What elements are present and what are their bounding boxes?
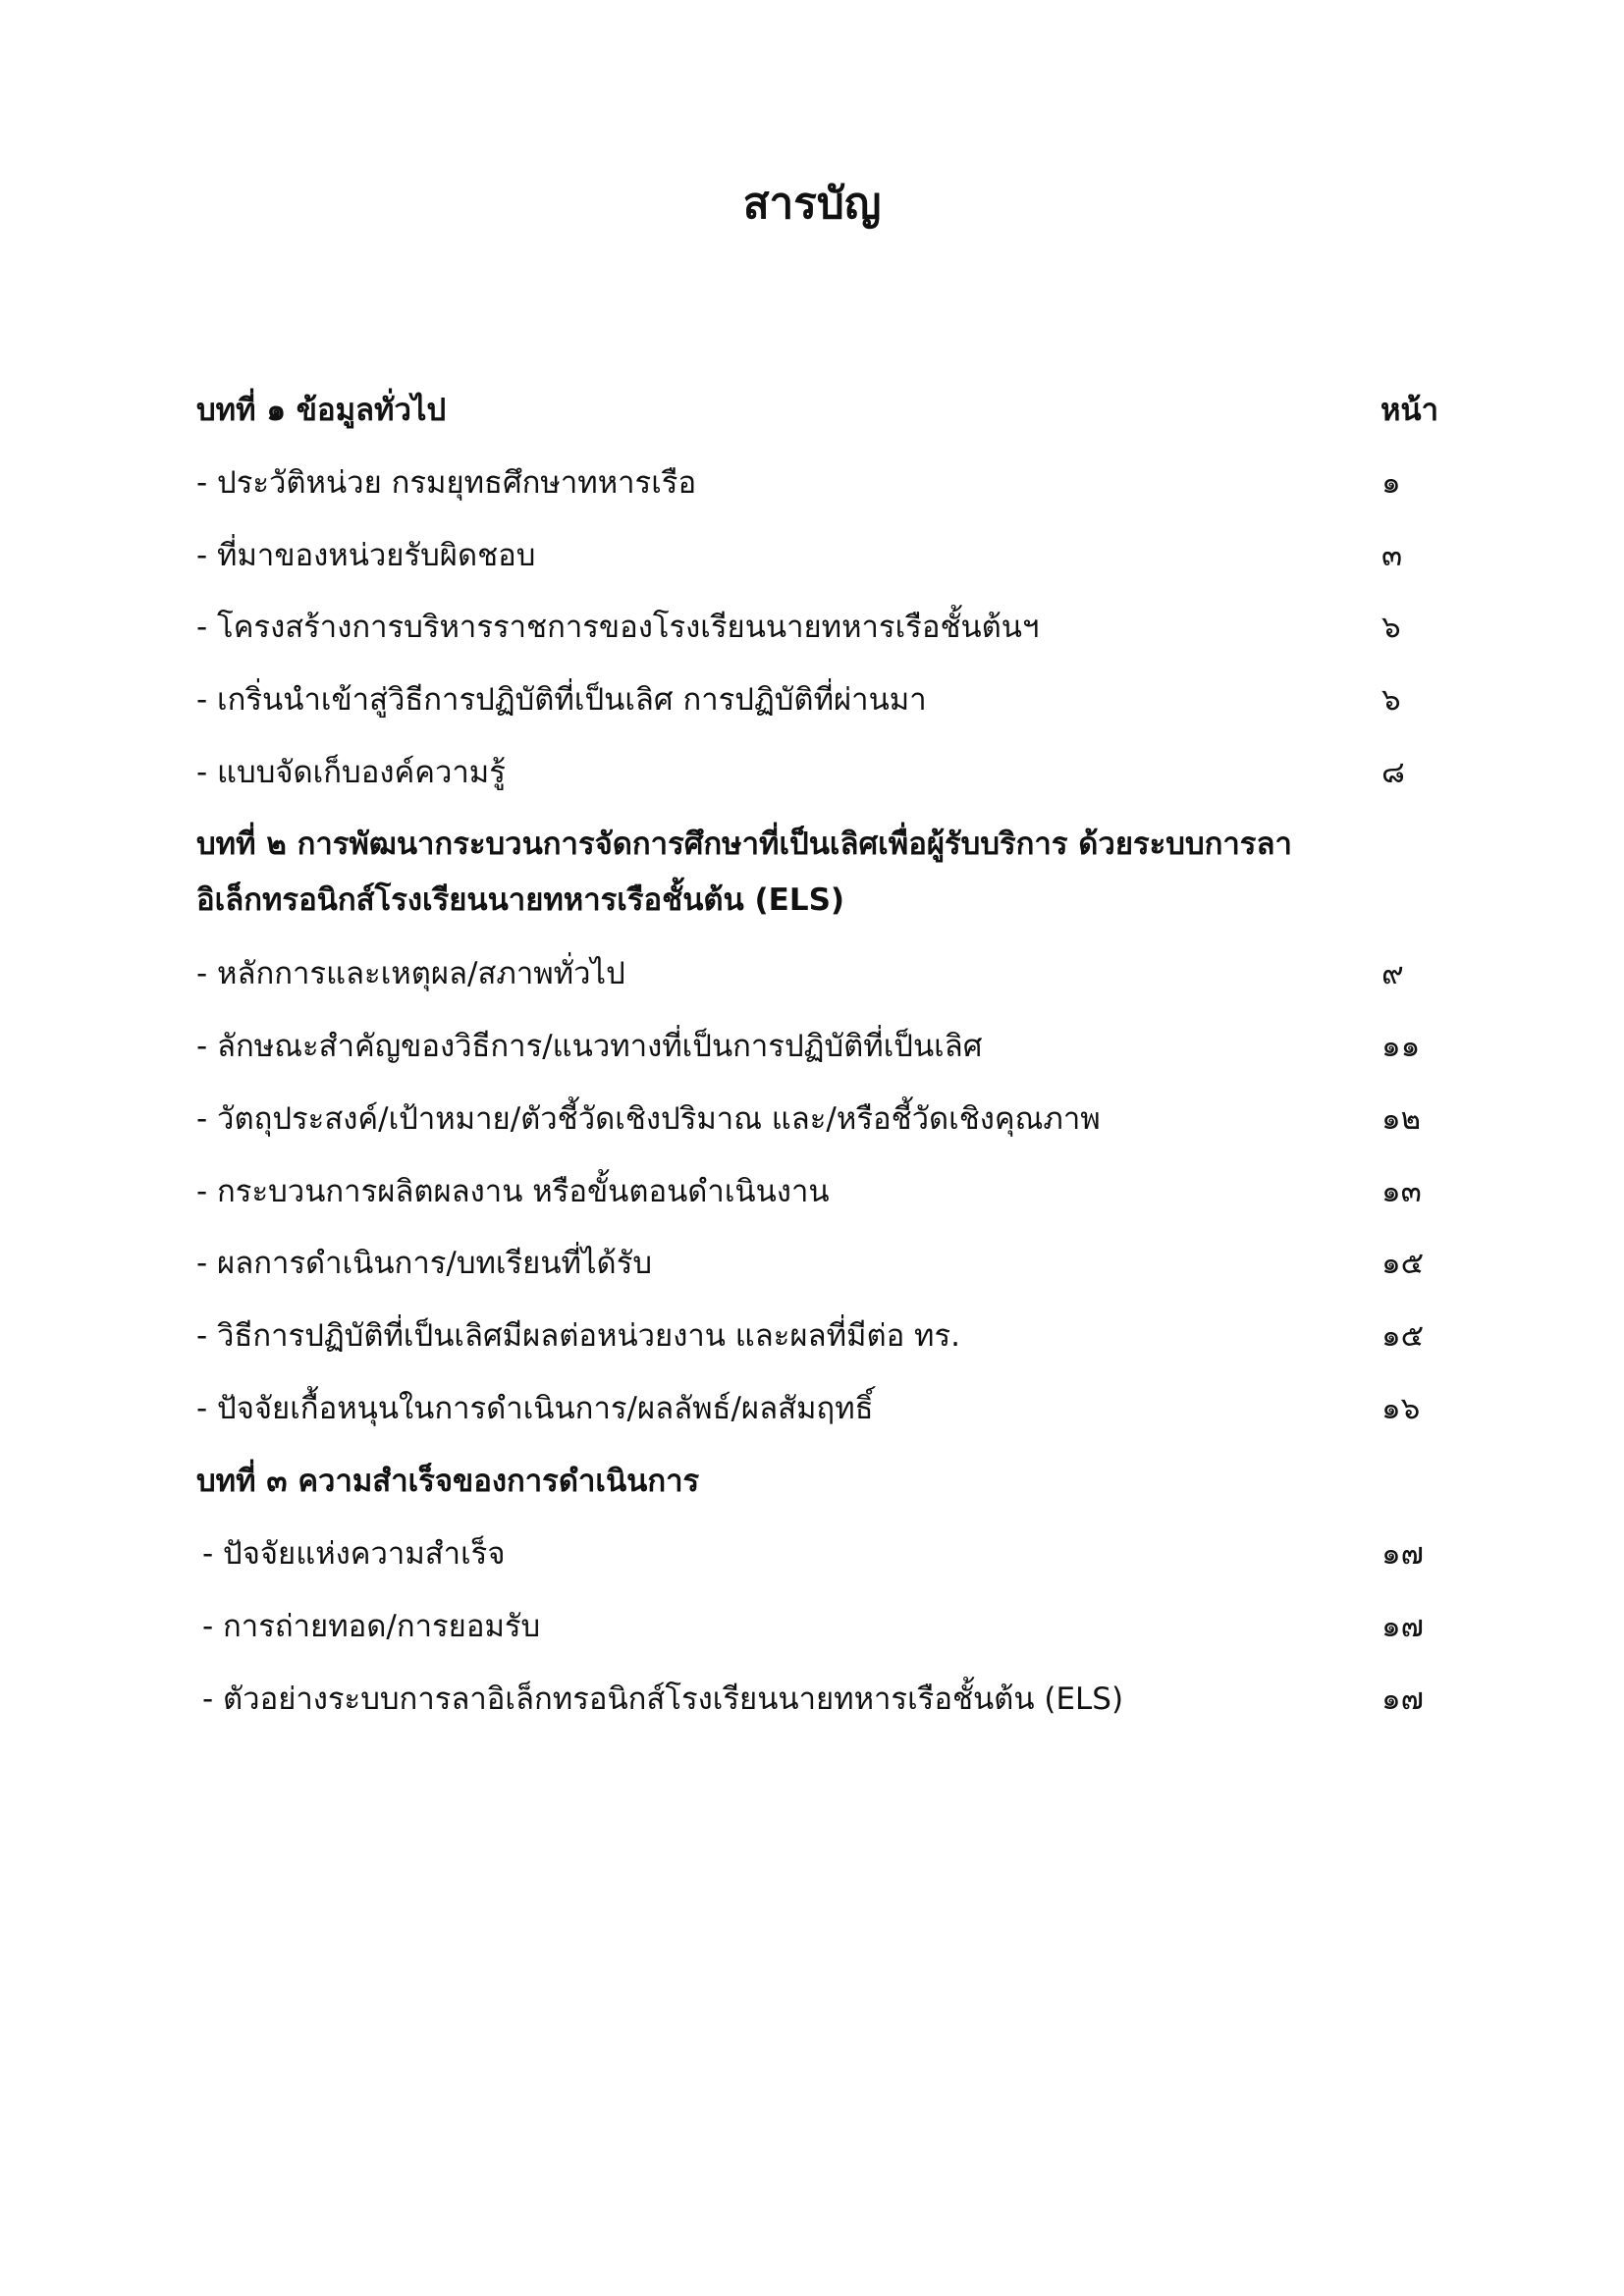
- toc-entry: [196, 1532, 1479, 1575]
- chapter-3-heading-row: [196, 1460, 1473, 1503]
- chapter-2-heading-line-2: [196, 879, 1473, 922]
- toc-entry: [196, 534, 1473, 577]
- toc-entry-page: ๑๗: [1381, 1536, 1424, 1572]
- chapter-2-heading-text-1: บทที่ ๒ การพัฒนากระบวนการจัดการศึกษาที่เป็นเลิศเพื่อผู้รับบริการ ด้วยระบบการลา: [196, 827, 1292, 862]
- toc-entry: [196, 1097, 1473, 1141]
- toc-entry-text: - ลักษณะสำคัญของวิธีการ/แนวทางที่เป็นการปฏิบัติที่เป็นเลิศ: [196, 1029, 983, 1064]
- page-column-header: หน้า: [1380, 393, 1439, 428]
- toc-entry-page: ๑๖: [1381, 1391, 1421, 1426]
- toc-entry-page: ๑: [1381, 465, 1401, 501]
- toc-entry-page: ๑๕: [1381, 1318, 1425, 1354]
- toc-entry: [196, 1387, 1473, 1430]
- chapter-2-heading-line-1: [196, 823, 1473, 866]
- chapter-2-heading-text-2: อิเล็กทรอนิกส์โรงเรียนนายทหารเรือชั้นต้น (ELS): [196, 882, 845, 918]
- toc-entry: [196, 1242, 1473, 1285]
- toc-entry-text: - หลักการและเหตุผล/สภาพทั่วไป: [196, 956, 625, 991]
- toc-entry-text: - วัตถุประสงค์/เป้าหมาย/ตัวชี้วัดเชิงปริมาณ และ/หรือชี้วัดเชิงคุณภาพ: [196, 1101, 1101, 1137]
- toc-entry-page: ๑๗: [1381, 1682, 1424, 1717]
- chapter-1-heading: บทที่ ๑ ข้อมูลทั่วไป: [196, 393, 447, 428]
- toc-entry-page: ๓: [1381, 538, 1403, 573]
- toc-entry-text: - เกริ่นนำเข้าสู่วิธีการปฏิบัติที่เป็นเลิศ การปฏิบัติที่ผ่านมา: [196, 682, 927, 718]
- toc-entry-page: ๑๕: [1381, 1246, 1425, 1281]
- toc-entry-page: ๑๗: [1381, 1609, 1424, 1644]
- toc-entry: [196, 751, 1473, 794]
- toc-entry-page: ๖: [1381, 610, 1401, 645]
- toc-entry: [196, 461, 1473, 505]
- toc-entry-text: - ปัจจัยเกื้อหนุนในการดำเนินการ/ผลลัพธ์/ผลสัมฤทธิ์: [196, 1391, 874, 1426]
- chapter-3-heading: บทที่ ๓ ความสำเร็จของการดำเนินการ: [196, 1464, 700, 1499]
- chapter-1-heading-row: [196, 389, 1473, 432]
- toc-entry-page: ๑๑: [1381, 1029, 1421, 1064]
- toc-entry: [196, 1678, 1479, 1721]
- page-title: สารบัญ: [742, 179, 882, 229]
- toc-entry-text: - การถ่ายทอด/การยอมรับ: [202, 1609, 541, 1644]
- toc-entry-text: - ปัจจัยแห่งความสำเร็จ: [202, 1536, 506, 1572]
- toc-entry-text: - ตัวอย่างระบบการลาอิเล็กทรอนิกส์โรงเรียนนายทหารเรือชั้นต้น (ELS): [202, 1682, 1124, 1717]
- toc-entry: [196, 1314, 1473, 1358]
- toc-entry-text: - กระบวนการผลิตผลงาน หรือขั้นตอนดำเนินงาน: [196, 1174, 830, 1209]
- toc-entry-text: - โครงสร้างการบริหารราชการของโรงเรียนนายทหารเรือชั้นต้นฯ: [196, 610, 1040, 645]
- toc-entry: [196, 1605, 1479, 1648]
- toc-entry-text: - แบบจัดเก็บองค์ความรู้: [196, 755, 506, 790]
- toc-entry-page: ๙: [1381, 956, 1404, 991]
- toc-entry: [196, 678, 1473, 721]
- toc-entry-page: ๑๒: [1381, 1101, 1422, 1137]
- toc-entry: [196, 952, 1473, 995]
- toc-entry-page: ๘: [1381, 755, 1405, 790]
- toc-entry-page: ๖: [1381, 682, 1401, 718]
- toc-entry-page: ๑๓: [1381, 1174, 1422, 1209]
- toc-entry-text: - วิธีการปฏิบัติที่เป็นเลิศมีผลต่อหน่วยงาน และผลที่มีต่อ ทร.: [196, 1318, 960, 1354]
- toc-entry: [196, 1025, 1473, 1068]
- toc-entry: [196, 1170, 1473, 1213]
- toc-entry-text: - ประวัติหน่วย กรมยุทธศึกษาทหารเรือ: [196, 465, 697, 501]
- toc-entry-text: - ผลการดำเนินการ/บทเรียนที่ได้รับ: [196, 1246, 653, 1281]
- toc-entry: [196, 606, 1473, 649]
- toc-entry-text: - ที่มาของหน่วยรับผิดชอบ: [196, 538, 536, 573]
